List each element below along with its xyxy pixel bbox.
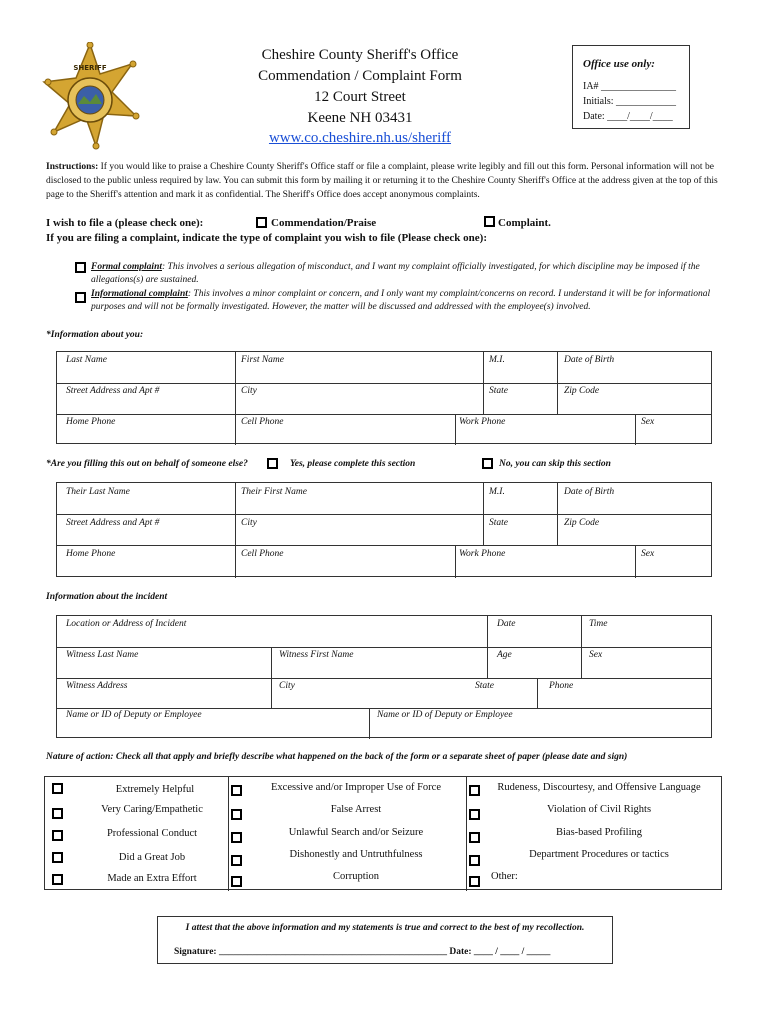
zip-field[interactable]: Zip Code — [564, 386, 600, 396]
their-state-field[interactable]: State — [489, 518, 508, 528]
their-dob-field[interactable]: Date of Birth — [564, 487, 615, 497]
excessive-force-label: Excessive and/or Improper Use of Force — [271, 782, 441, 793]
sheriff-badge-logo — [40, 42, 140, 152]
ia-number-field[interactable]: IA# _______________ — [583, 81, 677, 92]
informational-complaint-option — [91, 288, 711, 314]
nature-heading: Nature of action: Check all that apply and briefly describe what happened on the back of the form or a separate sheet of paper (please date and sign) — [46, 752, 628, 762]
their-last-name-field[interactable]: Their Last Name — [66, 487, 130, 497]
unlawful-search-checkbox[interactable] — [231, 832, 242, 843]
first-name-field[interactable]: First Name — [241, 355, 285, 365]
their-cell-phone-field[interactable]: Cell Phone — [241, 549, 284, 559]
their-city-field[interactable]: City — [241, 518, 257, 528]
informational-complaint-text: : This involves a minor complaint or concern, and I only want my complaint/concerns on record. I understand it will be for informational purposes and will not be formally investigated. However, the matter will be discussed and addressed with the employee(s) involved. — [91, 289, 711, 312]
their-sex-field[interactable]: Sex — [641, 549, 655, 559]
witness-last-name-field[interactable]: Witness Last Name — [66, 650, 139, 660]
professional-conduct-label: Professional Conduct — [106, 828, 198, 839]
cell-phone-field[interactable]: Cell Phone — [241, 417, 284, 427]
their-street-field[interactable]: Street Address and Apt # — [66, 518, 160, 528]
other-checkbox[interactable] — [469, 876, 480, 887]
initials-field[interactable]: Initials: ____________ — [583, 96, 677, 107]
street-address-field[interactable]: Street Address and Apt # — [66, 386, 160, 396]
incident-location-field[interactable]: Location or Address of Incident — [66, 619, 187, 629]
form-title: Commendation / Complaint Form — [258, 68, 462, 84]
behalf-yes-checkbox[interactable] — [267, 458, 278, 469]
formal-complaint-text: : This involves a serious allegation of misconduct, and I want my complaint officially investigated, for which discipline may be imposed if the allegations(s) are sustained. — [91, 262, 700, 285]
dishonesty-checkbox[interactable] — [231, 855, 242, 866]
address-city: Keene NH 03431 — [307, 110, 413, 126]
extremely-helpful-checkbox[interactable] — [52, 783, 63, 794]
their-zip-field[interactable]: Zip Code — [564, 518, 600, 528]
commendation-checkbox[interactable] — [256, 217, 267, 228]
witness-sex-field[interactable]: Sex — [589, 650, 603, 660]
formal-complaint-option — [91, 261, 731, 287]
excessive-force-checkbox[interactable] — [231, 785, 242, 796]
dob-field[interactable]: Date of Birth — [564, 355, 615, 365]
behalf-table — [56, 482, 712, 577]
their-first-name-field[interactable]: Their First Name — [241, 487, 307, 497]
behalf-no-label: No, you can skip this section — [499, 459, 611, 469]
work-phone-field[interactable]: Work Phone — [459, 417, 506, 427]
their-work-phone-field[interactable]: Work Phone — [459, 549, 506, 559]
incident-heading: Information about the incident — [46, 592, 168, 602]
about-you-table — [56, 351, 712, 444]
formal-complaint-checkbox[interactable] — [75, 262, 86, 273]
extremely-helpful-label: Extremely Helpful — [115, 784, 195, 795]
witness-age-field[interactable]: Age — [497, 650, 512, 660]
instructions — [46, 160, 726, 202]
home-phone-field[interactable]: Home Phone — [66, 417, 116, 427]
great-job-checkbox[interactable] — [52, 852, 63, 863]
behalf-no-checkbox[interactable] — [482, 458, 493, 469]
witness-city-field[interactable]: City — [279, 681, 295, 691]
rudeness-label: Rudeness, Discourtesy, and Offensive Language — [497, 782, 701, 793]
other-label: Other: — [491, 871, 518, 882]
city-field[interactable]: City — [241, 386, 257, 396]
witness-state-field[interactable]: State — [475, 681, 494, 691]
false-arrest-checkbox[interactable] — [231, 809, 242, 820]
signature-date-field[interactable]: Signature: ________________________________________________ Date: ____ / ____ / _____ — [174, 947, 551, 957]
complaint-label: Complaint. — [498, 217, 551, 229]
false-arrest-label: False Arrest — [330, 804, 382, 815]
sex-field[interactable]: Sex — [641, 417, 655, 427]
professional-conduct-checkbox[interactable] — [52, 830, 63, 841]
corruption-label: Corruption — [332, 871, 380, 882]
attestation-statement: I attest that the above information and my statements is true and correct to the best of my recollection. — [185, 923, 585, 933]
office-use-box — [572, 45, 690, 129]
great-job-label: Did a Great Job — [118, 852, 186, 863]
behalf-question: *Are you filling this out on behalf of someone else? — [46, 459, 248, 469]
address-street: 12 Court Street — [314, 89, 406, 105]
bias-profiling-label: Bias-based Profiling — [555, 827, 643, 838]
formal-complaint-label: Formal complaint — [91, 262, 162, 272]
incident-table — [56, 615, 712, 738]
dishonesty-label: Dishonestly and Untruthfulness — [289, 849, 423, 860]
their-mi-field[interactable]: M.I. — [489, 487, 505, 497]
file-type-prompt: I wish to file a (please check one): — [46, 217, 204, 229]
form-agency-title: Cheshire County Sheriff's Office — [261, 47, 459, 63]
incident-date-field[interactable]: Date — [497, 619, 516, 629]
very-caring-checkbox[interactable] — [52, 808, 63, 819]
svg-text:SHERIFF: SHERIFF — [73, 64, 107, 72]
corruption-checkbox[interactable] — [231, 876, 242, 887]
office-use-title: Office use only: — [583, 58, 655, 70]
civil-rights-label: Violation of Civil Rights — [546, 804, 652, 815]
last-name-field[interactable]: Last Name — [66, 355, 107, 365]
dept-procedures-label: Department Procedures or tactics — [529, 849, 669, 860]
very-caring-label: Very Caring/Empathetic — [101, 804, 203, 815]
state-field[interactable]: State — [489, 386, 508, 396]
extra-effort-label: Made an Extra Effort — [107, 873, 197, 884]
deputy-name-field-1[interactable]: Name or ID of Deputy or Employee — [66, 710, 202, 720]
instructions-label: Instructions: — [46, 162, 99, 172]
commendation-label: Commendation/Praise — [271, 217, 377, 229]
about-you-heading: *Information about you: — [46, 330, 144, 340]
office-date-field[interactable]: Date: ____/____/____ — [583, 111, 673, 122]
their-home-phone-field[interactable]: Home Phone — [66, 549, 116, 559]
witness-address-field[interactable]: Witness Address — [66, 681, 128, 691]
complaint-type-prompt: If you are filing a complaint, indicate the type of complaint you wish to file (Please check one): — [46, 232, 487, 244]
behalf-yes-label: Yes, please complete this section — [290, 459, 416, 469]
informational-complaint-label: Informational complaint — [91, 289, 188, 299]
instructions-text: If you would like to praise a Cheshire County Sheriff's Office staff or file a complaint, please write legibly and fill out this form. Personal information will not be disclosed to the public unless required by law. You can submit this form by mailing it or returning it to the Cheshire County Sheriff's Office at the address given at the top of this page to the Sheriff's attention and mark it as confidential. The Sheriff's Office does accept anonymous complaints. — [46, 162, 718, 200]
witness-phone-field[interactable]: Phone — [549, 681, 574, 691]
complaint-checkbox[interactable] — [484, 216, 495, 227]
incident-time-field[interactable]: Time — [589, 619, 608, 629]
attestation-box — [157, 916, 613, 964]
mi-field[interactable]: M.I. — [489, 355, 505, 365]
extra-effort-checkbox[interactable] — [52, 874, 63, 885]
informational-complaint-checkbox[interactable] — [75, 292, 86, 303]
nature-table — [44, 776, 722, 890]
witness-first-name-field[interactable]: Witness First Name — [279, 650, 354, 660]
website-link[interactable]: www.co.cheshire.nh.us/sheriff — [268, 130, 452, 146]
deputy-name-field-2[interactable]: Name or ID of Deputy or Employee — [377, 710, 513, 720]
unlawful-search-label: Unlawful Search and/or Seizure — [288, 827, 424, 838]
